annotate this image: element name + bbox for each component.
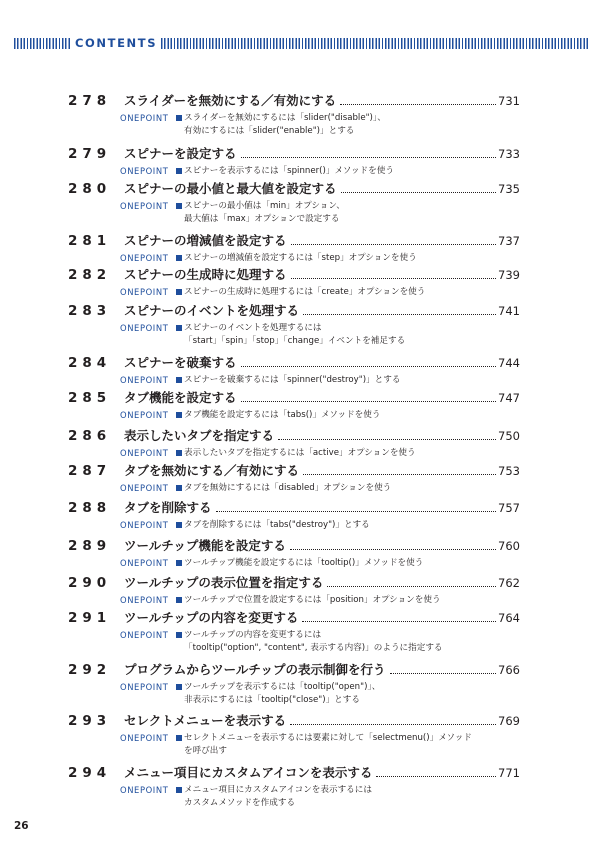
entry-page[interactable]: 735 [498, 182, 520, 196]
dot-leader [291, 278, 497, 279]
square-bullet-icon [176, 684, 182, 690]
onepoint-label: ONEPOINT [120, 558, 169, 568]
onepoint-line: 非表示にするには「tooltip("close")」とする [184, 695, 360, 705]
onepoint-label: ONEPOINT [120, 733, 169, 743]
square-bullet-icon [176, 203, 182, 209]
dot-leader [241, 157, 497, 158]
entry-page[interactable]: 769 [498, 714, 520, 728]
entry-number: 287 [68, 463, 112, 479]
onepoint-label: ONEPOINT [120, 287, 169, 297]
square-bullet-icon [176, 787, 182, 793]
onepoint-line: 「tooltip("option", "content", 表示する内容)」のように指定する [184, 643, 443, 653]
onepoint-text [184, 447, 416, 460]
entry-title[interactable]: スピナーを設定する [124, 146, 237, 161]
onepoint-text [184, 629, 443, 655]
dot-leader [278, 439, 496, 440]
toc-entry-title-row[interactable] [68, 574, 520, 592]
onepoint-line: スピナーを表示するには「spinner()」メソッドを使う [184, 166, 394, 176]
dot-leader [291, 244, 497, 245]
onepoint-text [184, 409, 380, 422]
entry-number: 288 [68, 500, 112, 516]
toc-entry-title-row[interactable] [68, 712, 520, 730]
onepoint-line: セレクトメニューを表示するには要素に対して「selectmenu()」メソッド [184, 733, 472, 743]
entry-number: 294 [68, 765, 112, 781]
entry-number: 283 [68, 303, 112, 319]
toc-entry-title-row[interactable] [68, 302, 520, 320]
onepoint-text [184, 374, 400, 387]
square-bullet-icon [176, 377, 182, 383]
entry-title[interactable]: スライダーを無効にする／有効にする [124, 93, 337, 108]
onepoint-text [184, 784, 372, 810]
square-bullet-icon [176, 485, 182, 491]
entry-number: 292 [68, 662, 112, 678]
dot-leader [241, 366, 497, 367]
onepoint-label: ONEPOINT [120, 253, 169, 263]
onepoint-line: カスタムメソッドを作成する [184, 798, 296, 808]
square-bullet-icon [176, 168, 182, 174]
entry-number: 279 [68, 146, 112, 162]
dot-leader [390, 673, 497, 674]
dot-leader [376, 776, 496, 777]
entry-page[interactable]: 750 [498, 429, 520, 443]
toc-entry-title-row[interactable] [68, 537, 520, 555]
entry-page[interactable]: 771 [498, 766, 520, 780]
onepoint-text [184, 557, 423, 570]
onepoint-line: 最大値は「max」オプションで設定する [184, 214, 340, 224]
entry-title[interactable]: スピナーの最小値と最大値を設定する [124, 181, 337, 196]
header-stripe-right [161, 38, 590, 49]
entry-page[interactable]: 753 [498, 464, 520, 478]
onepoint-label: ONEPOINT [120, 375, 169, 385]
onepoint-label: ONEPOINT [120, 323, 169, 333]
entry-title[interactable]: タブを無効にする／有効にする [124, 463, 300, 478]
entry-number: 286 [68, 428, 112, 444]
entry-title[interactable]: ツールチップの表示位置を指定する [124, 575, 324, 590]
dot-leader [290, 724, 496, 725]
square-bullet-icon [176, 560, 182, 566]
dot-leader [303, 314, 496, 315]
onepoint-line: スピナーの増減値を設定するには「step」オプションを使う [184, 253, 417, 263]
entry-title[interactable]: スピナーの増減値を設定する [124, 233, 287, 248]
header-stripe-left [14, 38, 70, 49]
toc-entry-title-row[interactable] [68, 266, 520, 284]
toc-entry-title-row[interactable] [68, 180, 520, 198]
dot-leader [340, 104, 496, 105]
contents-header [14, 36, 590, 51]
square-bullet-icon [176, 450, 182, 456]
onepoint-text [184, 519, 370, 532]
onepoint-text [184, 200, 345, 226]
square-bullet-icon [176, 632, 182, 638]
square-bullet-icon [176, 522, 182, 528]
onepoint-text [184, 252, 417, 265]
toc-entry-title-row[interactable] [68, 354, 520, 372]
entry-title[interactable]: スピナーを破棄する [124, 355, 237, 370]
entry-page[interactable]: 739 [498, 268, 520, 282]
toc-entry-title-row[interactable] [68, 764, 520, 782]
toc-entry-title-row[interactable] [68, 92, 520, 110]
onepoint-text [184, 112, 386, 138]
onepoint-label: ONEPOINT [120, 448, 169, 458]
onepoint-text [184, 732, 472, 758]
onepoint-line: スピナーの最小値は「min」オプション、 [184, 201, 345, 211]
onepoint-label: ONEPOINT [120, 520, 169, 530]
entry-title[interactable]: スピナーの生成時に処理する [124, 267, 287, 282]
square-bullet-icon [176, 289, 182, 295]
entry-page[interactable]: 764 [498, 611, 520, 625]
toc-entry-title-row[interactable] [68, 389, 520, 407]
onepoint-text [184, 482, 391, 495]
toc-entry-title-row[interactable] [68, 145, 520, 163]
entry-title[interactable]: セレクトメニューを表示する [124, 713, 287, 728]
square-bullet-icon [176, 735, 182, 741]
square-bullet-icon [176, 597, 182, 603]
onepoint-line: ツールチップを表示するには「tooltip("open")」、 [184, 682, 381, 692]
onepoint-line: スピナーを破棄するには「spinner("destroy")」とする [184, 375, 401, 385]
entry-title[interactable]: スピナーのイベントを処理する [124, 303, 300, 318]
toc-entry-title-row[interactable] [68, 427, 520, 445]
entry-number: 284 [68, 355, 112, 371]
onepoint-label: ONEPOINT [120, 682, 169, 692]
onepoint-label: ONEPOINT [120, 410, 169, 420]
entry-number: 281 [68, 233, 112, 249]
entry-title[interactable]: メニュー項目にカスタムアイコンを表示する [124, 765, 373, 780]
square-bullet-icon [176, 255, 182, 261]
dot-leader [303, 474, 496, 475]
onepoint-label: ONEPOINT [120, 595, 169, 605]
onepoint-text [184, 165, 394, 178]
onepoint-label: ONEPOINT [120, 630, 169, 640]
dot-leader [216, 511, 497, 512]
dot-leader [327, 586, 496, 587]
entry-number: 280 [68, 181, 112, 197]
onepoint-line: 表示したいタブを指定するには「active」オプションを使う [184, 448, 416, 458]
toc-entry-title-row[interactable] [68, 499, 520, 517]
entry-page[interactable]: 737 [498, 234, 520, 248]
toc-entry-title-row[interactable] [68, 609, 520, 627]
entry-title[interactable]: タブを削除する [124, 500, 212, 515]
entry-title[interactable]: 表示したいタブを指定する [124, 428, 275, 443]
onepoint-label: ONEPOINT [120, 483, 169, 493]
entry-number: 293 [68, 713, 112, 729]
entry-number: 291 [68, 610, 112, 626]
toc-entry-title-row[interactable] [68, 462, 520, 480]
header-title: CONTENTS [75, 36, 158, 50]
square-bullet-icon [176, 115, 182, 121]
onepoint-text [184, 681, 380, 707]
dot-leader [341, 192, 497, 193]
onepoint-line: ツールチップで位置を設定するには「position」オプションを使う [184, 595, 441, 605]
onepoint-line: 「start」「spin」「stop」「change」イベントを補足する [184, 336, 406, 346]
entry-page[interactable]: 757 [498, 501, 520, 515]
square-bullet-icon [176, 412, 182, 418]
onepoint-label: ONEPOINT [120, 113, 169, 123]
onepoint-label: ONEPOINT [120, 785, 169, 795]
entry-page[interactable]: 760 [498, 539, 520, 553]
entry-number: 278 [68, 93, 112, 109]
onepoint-line: タブ機能を設定するには「tabs()」メソッドを使う [184, 410, 381, 420]
onepoint-text [184, 594, 441, 607]
dot-leader [241, 401, 497, 402]
onepoint-line: ツールチップ機能を設定するには「tooltip()」メソッドを使う [184, 558, 424, 568]
onepoint-label: ONEPOINT [120, 201, 169, 211]
onepoint-line: スライダーを無効にするには「slider("disable")」、 [184, 113, 386, 123]
dot-leader [290, 549, 496, 550]
onepoint-text [184, 286, 425, 299]
entry-number: 282 [68, 267, 112, 283]
entry-page[interactable]: 733 [498, 147, 520, 161]
entry-page[interactable]: 747 [498, 391, 520, 405]
onepoint-line: ツールチップの内容を変更するには [184, 630, 322, 640]
square-bullet-icon [176, 325, 182, 331]
entry-number: 289 [68, 538, 112, 554]
onepoint-line: タブを削除するには「tabs("destroy")」とする [184, 520, 370, 530]
entry-page[interactable]: 741 [498, 304, 520, 318]
entry-page[interactable]: 762 [498, 576, 520, 590]
entry-number: 285 [68, 390, 112, 406]
onepoint-label: ONEPOINT [120, 166, 169, 176]
entry-page[interactable]: 731 [498, 94, 520, 108]
entry-title[interactable]: ツールチップの内容を変更する [124, 610, 299, 625]
entry-title[interactable]: タブ機能を設定する [124, 390, 237, 405]
toc-entry-title-row[interactable] [68, 661, 520, 679]
entry-page[interactable]: 766 [498, 663, 520, 677]
entry-page[interactable]: 744 [498, 356, 520, 370]
onepoint-line: タブを無効にするには「disabled」オプションを使う [184, 483, 392, 493]
onepoint-line: メニュー項目にカスタムアイコンを表示するには [184, 785, 372, 795]
onepoint-text [184, 322, 405, 348]
entry-title[interactable]: ツールチップ機能を設定する [124, 538, 286, 553]
page-number: 26 [14, 820, 29, 832]
onepoint-line: 有効にするには「slider("enable")」とする [184, 126, 355, 136]
entry-number: 290 [68, 575, 112, 591]
dot-leader [302, 621, 496, 622]
onepoint-line: を呼び出す [184, 746, 227, 756]
onepoint-line: スピナーのイベントを処理するには [184, 323, 322, 333]
toc-entry-title-row[interactable] [68, 232, 520, 250]
onepoint-line: スピナーの生成時に処理するには「create」オプションを使う [184, 287, 426, 297]
entry-title[interactable]: プログラムからツールチップの表示制御を行う [124, 662, 386, 677]
